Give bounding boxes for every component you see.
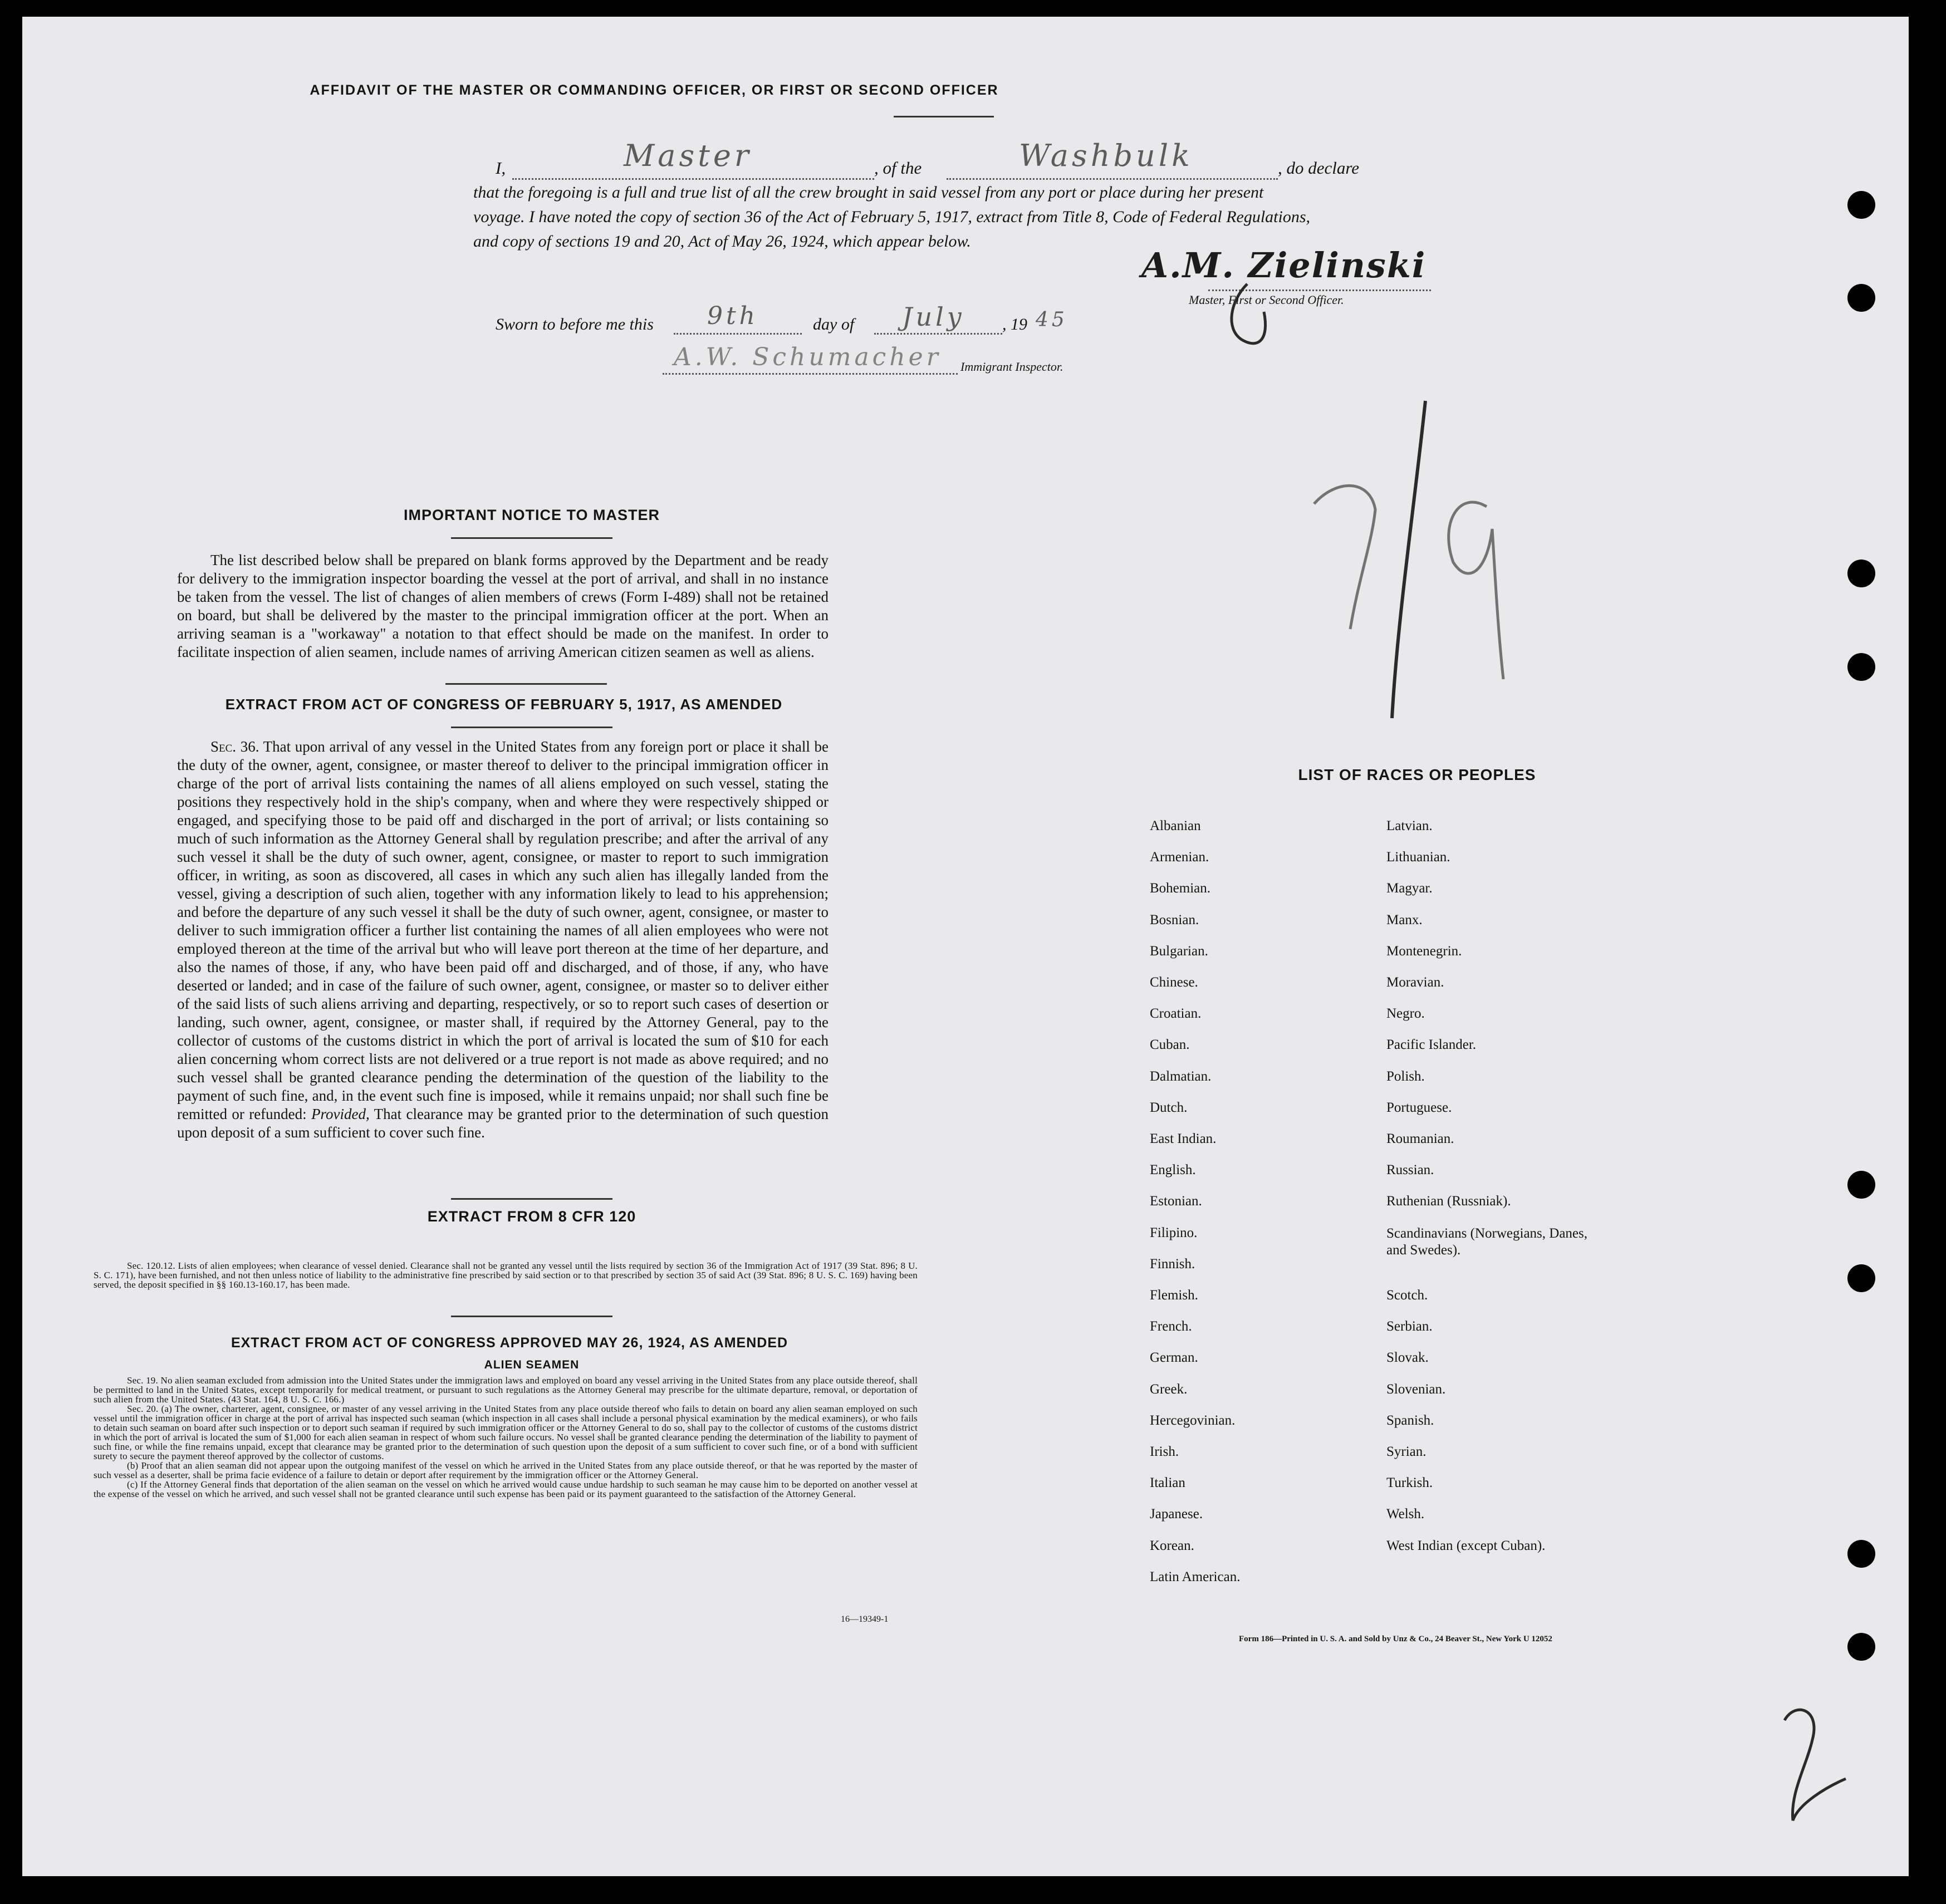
- alien-seamen-subtitle: ALIEN SEAMEN: [484, 1358, 580, 1371]
- race-item: German.: [1150, 1350, 1198, 1366]
- i-label: I,: [496, 158, 506, 178]
- sec-20a-text: Sec. 20. (a) The owner, charterer, agent, consignee, or master of any vessel arriving in the United States from any place outside thereof who fails to detain on board any alien seaman employed on such vessel until the immigration officer in charge at the port of arrival has inspected such seaman (which inspection in all cases shall include a personal physical examination by the medical examiners), or who fails to detain such seaman on board after such inspection or to deport such seaman if required by such immigration officer or the Attorney General to do so, shall pay to the collector of customs of the customs district in which the port of arrival is located the sum of $1,000 for each alien seaman in respect of whom such failure occurs. No vessel shall be granted clearance pending the determination of the liability to payment of such fine, or while the fine remains unpaid, except that clearance may be granted prior to the determination of such question upon the deposit of a sum sufficient to cover such fine, or of a bond with sufficient surety to secure the payment thereof approved by the collector of customs.: [94, 1404, 918, 1461]
- year-handwritten: 45: [1036, 308, 1068, 331]
- race-item: Roumanian.: [1386, 1131, 1454, 1146]
- race-item: Russian.: [1386, 1162, 1434, 1178]
- handwritten-page-number-mark: [1759, 1698, 1871, 1843]
- sec-19-text: Sec. 19. No alien seaman excluded from admission into the United States under the immigration laws and employed on board any vessel arriving in the United States from any place outside thereof, shall be permitted to land in the United States, except temporarily for medical treatment, or pursuant to such regulations as the Attorney General may prescribe for the ultimate departure, removal, or deportation of such alien from the United States. (43 Stat. 164, 8 U. S. C. 166.): [94, 1375, 918, 1405]
- inspector-signature: A.W. Schumacher: [674, 343, 942, 371]
- race-item: French.: [1150, 1319, 1192, 1334]
- inspector-blank: [663, 343, 958, 375]
- race-item: East Indian.: [1150, 1131, 1217, 1146]
- race-item: Pacific Islander.: [1386, 1037, 1477, 1053]
- race-item: Moravian.: [1386, 975, 1444, 990]
- month-handwritten: July: [902, 302, 965, 332]
- extract-cfr-title: EXTRACT FROM 8 CFR 120: [427, 1208, 636, 1225]
- race-item: Greek.: [1150, 1381, 1188, 1397]
- race-item: Flemish.: [1150, 1288, 1198, 1303]
- vessel-blank: [947, 138, 1278, 180]
- race-item: Armenian.: [1150, 850, 1209, 865]
- affidavit-line-1: that the foregoing is a full and true list of all the crew brought in said vessel from any port or place during her present: [473, 183, 1264, 202]
- day-handwritten: 9th: [707, 302, 759, 330]
- notice-body: The list described below shall be prepared on blank forms approved by the Department and be ready for delivery to the immigration inspector boarding the vessel at the port of arrival, and shall in no instance be taken from the vessel. The list of changes of alien members of crews (Form I-489) shall not be retained on board, but shall be delivered by the master to the principal immigration officer at the port. When an arriving seaman is a "workaway" a notation to that effect should be made on the manifest. In order to facilitate inspection of alien seamen, include names of arriving American citizen seamen as well as aliens.: [177, 552, 829, 660]
- race-item: Estonian.: [1150, 1194, 1202, 1209]
- race-item: Negro.: [1386, 1006, 1425, 1022]
- race-item: Filipino.: [1150, 1225, 1198, 1240]
- race-item: English.: [1150, 1162, 1196, 1178]
- punch-hole: [1847, 1264, 1875, 1292]
- year-prefix: , 19: [1002, 315, 1027, 333]
- affidavit-line-3: and copy of sections 19 and 20, Act of May 26, 1924, which appear below.: [473, 232, 971, 251]
- race-item: Japanese.: [1150, 1506, 1203, 1522]
- race-item: Portuguese.: [1386, 1100, 1452, 1115]
- race-item: Hercegovinian.: [1150, 1412, 1236, 1428]
- affidavit-title: AFFIDAVIT OF THE MASTER OR COMMANDING OFFICER, OR FIRST OR SECOND OFFICER: [310, 82, 999, 98]
- punch-hole: [1847, 1633, 1875, 1661]
- inspector-caption: Immigrant Inspector.: [960, 360, 1063, 374]
- do-declare-label: , do declare: [1278, 158, 1360, 178]
- rank-handwritten: Master: [624, 138, 752, 173]
- race-item: Irish.: [1150, 1444, 1179, 1459]
- vessel-handwritten: Washbulk: [1019, 138, 1193, 173]
- sec-36-label: Sec. 36.: [210, 738, 259, 755]
- affidavit-first-line: [473, 138, 1492, 180]
- title-rule: [894, 116, 994, 117]
- sworn-label: Sworn to before me this: [496, 315, 654, 333]
- day-of-label: day of: [813, 315, 855, 333]
- race-item: Finnish.: [1150, 1256, 1195, 1272]
- cfr-end-rule: [451, 1316, 612, 1317]
- race-item: Ruthenian (Russniak).: [1386, 1194, 1511, 1209]
- punch-hole: [1847, 191, 1875, 219]
- signature-caption: Master, First or Second Officer.: [1189, 293, 1344, 307]
- notice-rule: [451, 537, 612, 539]
- notice-title: IMPORTANT NOTICE TO MASTER: [404, 507, 660, 523]
- race-item: Scandinavians (Norwegians, Danes, and Swedes).: [1386, 1225, 1588, 1258]
- race-item: Lithuanian.: [1386, 850, 1450, 865]
- race-item: Dutch.: [1150, 1100, 1188, 1115]
- race-item: Bohemian.: [1150, 881, 1211, 896]
- extract-cfr-body: Sec. 120.12. Lists of alien employees; when clearance of vessel denied. Clearance shall not be granted any vessel until the lists required by section 36 of the Immigration Act of 1917 (39 Stat. 896; 8 U. S. C. 171), have been furnished, and not then unless notice of liability to the administrative fine prescribed by said section or to that prescribed by section 35 of said Act (39 Stat. 896; 8 U. S. C. 169) having been served, the deposit specified in §§ 160.13-160.17, has been made.: [94, 1260, 918, 1290]
- extract-1917-rule: [451, 727, 612, 728]
- sec-36-text-end: That clearance may be granted prior to the determination of such question upon deposit of a sum sufficient to cover such fine.: [177, 1106, 829, 1141]
- race-item: Welsh.: [1386, 1506, 1425, 1522]
- affidavit-text: [473, 138, 1492, 254]
- month-blank: [874, 302, 1002, 335]
- form-code: 16—19349-1: [841, 1615, 889, 1624]
- race-item: Syrian.: [1386, 1444, 1427, 1459]
- sec-20b-text: (b) Proof that an alien seaman did not appear upon the outgoing manifest of the vessel on which he arrived in the United States from any place outside thereof, or that he was reported by the master of such vessel as a deserter, shall be prima facie evidence of a failure to detain or deport after requirement by the immigration officer or the Attorney General.: [94, 1460, 918, 1480]
- race-item: Slovak.: [1386, 1350, 1429, 1366]
- race-item: Italian: [1150, 1475, 1185, 1491]
- race-item: Spanish.: [1386, 1412, 1434, 1428]
- race-item: Croatian.: [1150, 1006, 1202, 1022]
- master-signature: A.M. Zielinski: [1141, 245, 1427, 286]
- printer-footer: Form 186—Printed in U. S. A. and Sold by Unz & Co., 24 Beaver St., New York U 12052: [1239, 1635, 1552, 1643]
- race-item: Manx.: [1386, 912, 1423, 928]
- extract-1924-title: EXTRACT FROM ACT OF CONGRESS APPROVED MAY 26, 1924, AS AMENDED: [231, 1335, 788, 1351]
- punch-hole: [1847, 1540, 1875, 1568]
- race-item: Montenegrin.: [1386, 943, 1462, 959]
- inspector-line: [646, 343, 1063, 379]
- race-item: Latin American.: [1150, 1569, 1241, 1584]
- sec-36-text: That upon arrival of any vessel in the United States from any foreign port or place it shall be the duty of the owner, agent, consignee, or master thereof to deliver to the principal immigration officer in charge of the port of arrival lists containing the names of all aliens employed on such vessel, stating the positions they respectively hold in the ship's company, when and where they were respectively shipped or engaged, and specifying those to be paid off and discharged in the port of arrival; or lists containing so much of such information as the Attorney General shall by regulation prescribe; and after the arrival of any such vessel it shall be the duty of such owner, agent, consignee, or master to report to such immigration officer, in writing, as soon as discovered, all cases in which any such alien has illegally landed from the vessel, giving a description of such alien, together with any information likely to lead to his apprehension; and before the departure of any such vessel it shall be the duty of such owner, agent, consignee, or master to deliver to such immigration officer a further list containing the names of all alien employees who were not employed thereon at the time of the arrival but who will leave port thereon at the time of her departure, and also the names of those, if any, who have been paid off and discharged, and of those, if any, who have deserted or landed; and in case of the failure of such owner, agent, consignee, or master so to deliver either of the said lists of such aliens arriving and departing, respectively, or so to report such cases of desertion or landing, such owner, agent, consignee, or master shall, if required by the Attorney General, pay to the collector of customs of the customs district in which the port of arrival is located the sum of $10 for each alien concerning whom correct lists are not delivered or a true report is not made as above required; and no such vessel shall be granted clearance pending the determination of the question of the liability to the payment of such fine, and, in the event such fine is imposed, while it remains unpaid; nor shall such fine be remitted or refunded:: [177, 738, 829, 1122]
- cfr-top-rule: [451, 1198, 612, 1200]
- race-item: Scotch.: [1386, 1288, 1428, 1303]
- extract-1917-body: [177, 738, 829, 1142]
- race-item: Polish.: [1386, 1068, 1425, 1084]
- race-item: Dalmatian.: [1150, 1068, 1212, 1084]
- race-item: Latvian.: [1386, 818, 1433, 833]
- punch-hole: [1847, 560, 1875, 587]
- race-item: Bulgarian.: [1150, 943, 1208, 959]
- sec-20c-text: (c) If the Attorney General finds that deportation of the alien seaman on the vessel on which he arrived would cause undue hardship to such seaman he may cause him to be deported on another vessel at the expense of the vessel on which he arrived, and such vessel shall not be granted clearance until such expense has been paid or its payment guaranteed to the satisfaction of the Attorney General.: [94, 1479, 918, 1499]
- affidavit-line-2: voyage. I have noted the copy of section 36 of the Act of February 5, 1917, extract from Title 8, Code of Federal Regulations,: [473, 208, 1311, 226]
- punch-hole: [1847, 653, 1875, 681]
- of-the-label: , of the: [874, 158, 922, 178]
- race-item: Magyar.: [1386, 881, 1433, 896]
- race-item: West Indian (except Cuban).: [1386, 1538, 1546, 1553]
- handwritten-date-mark: [1275, 395, 1531, 729]
- sworn-line: [473, 302, 1225, 340]
- race-item: Albanian: [1150, 818, 1201, 833]
- rank-blank: [512, 138, 874, 180]
- punch-hole: [1847, 1171, 1875, 1199]
- race-item: Korean.: [1150, 1538, 1194, 1553]
- day-blank: [674, 302, 802, 335]
- race-item: Chinese.: [1150, 975, 1198, 990]
- race-item: Slovenian.: [1386, 1381, 1446, 1397]
- race-item: Bosnian.: [1150, 912, 1199, 928]
- provided-label: Provided,: [311, 1106, 370, 1122]
- notice-end-rule: [445, 683, 607, 685]
- race-item: Turkish.: [1386, 1475, 1433, 1491]
- race-item: Serbian.: [1386, 1319, 1433, 1334]
- punch-hole: [1847, 284, 1875, 312]
- extract-1917-title: EXTRACT FROM ACT OF CONGRESS OF FEBRUARY 5, 1917, AS AMENDED: [225, 696, 783, 713]
- race-item: Cuban.: [1150, 1037, 1190, 1053]
- extract-1924-body: [94, 1376, 918, 1499]
- document-page: [22, 17, 1909, 1876]
- races-title: LIST OF RACES OR PEOPLES: [1298, 766, 1536, 783]
